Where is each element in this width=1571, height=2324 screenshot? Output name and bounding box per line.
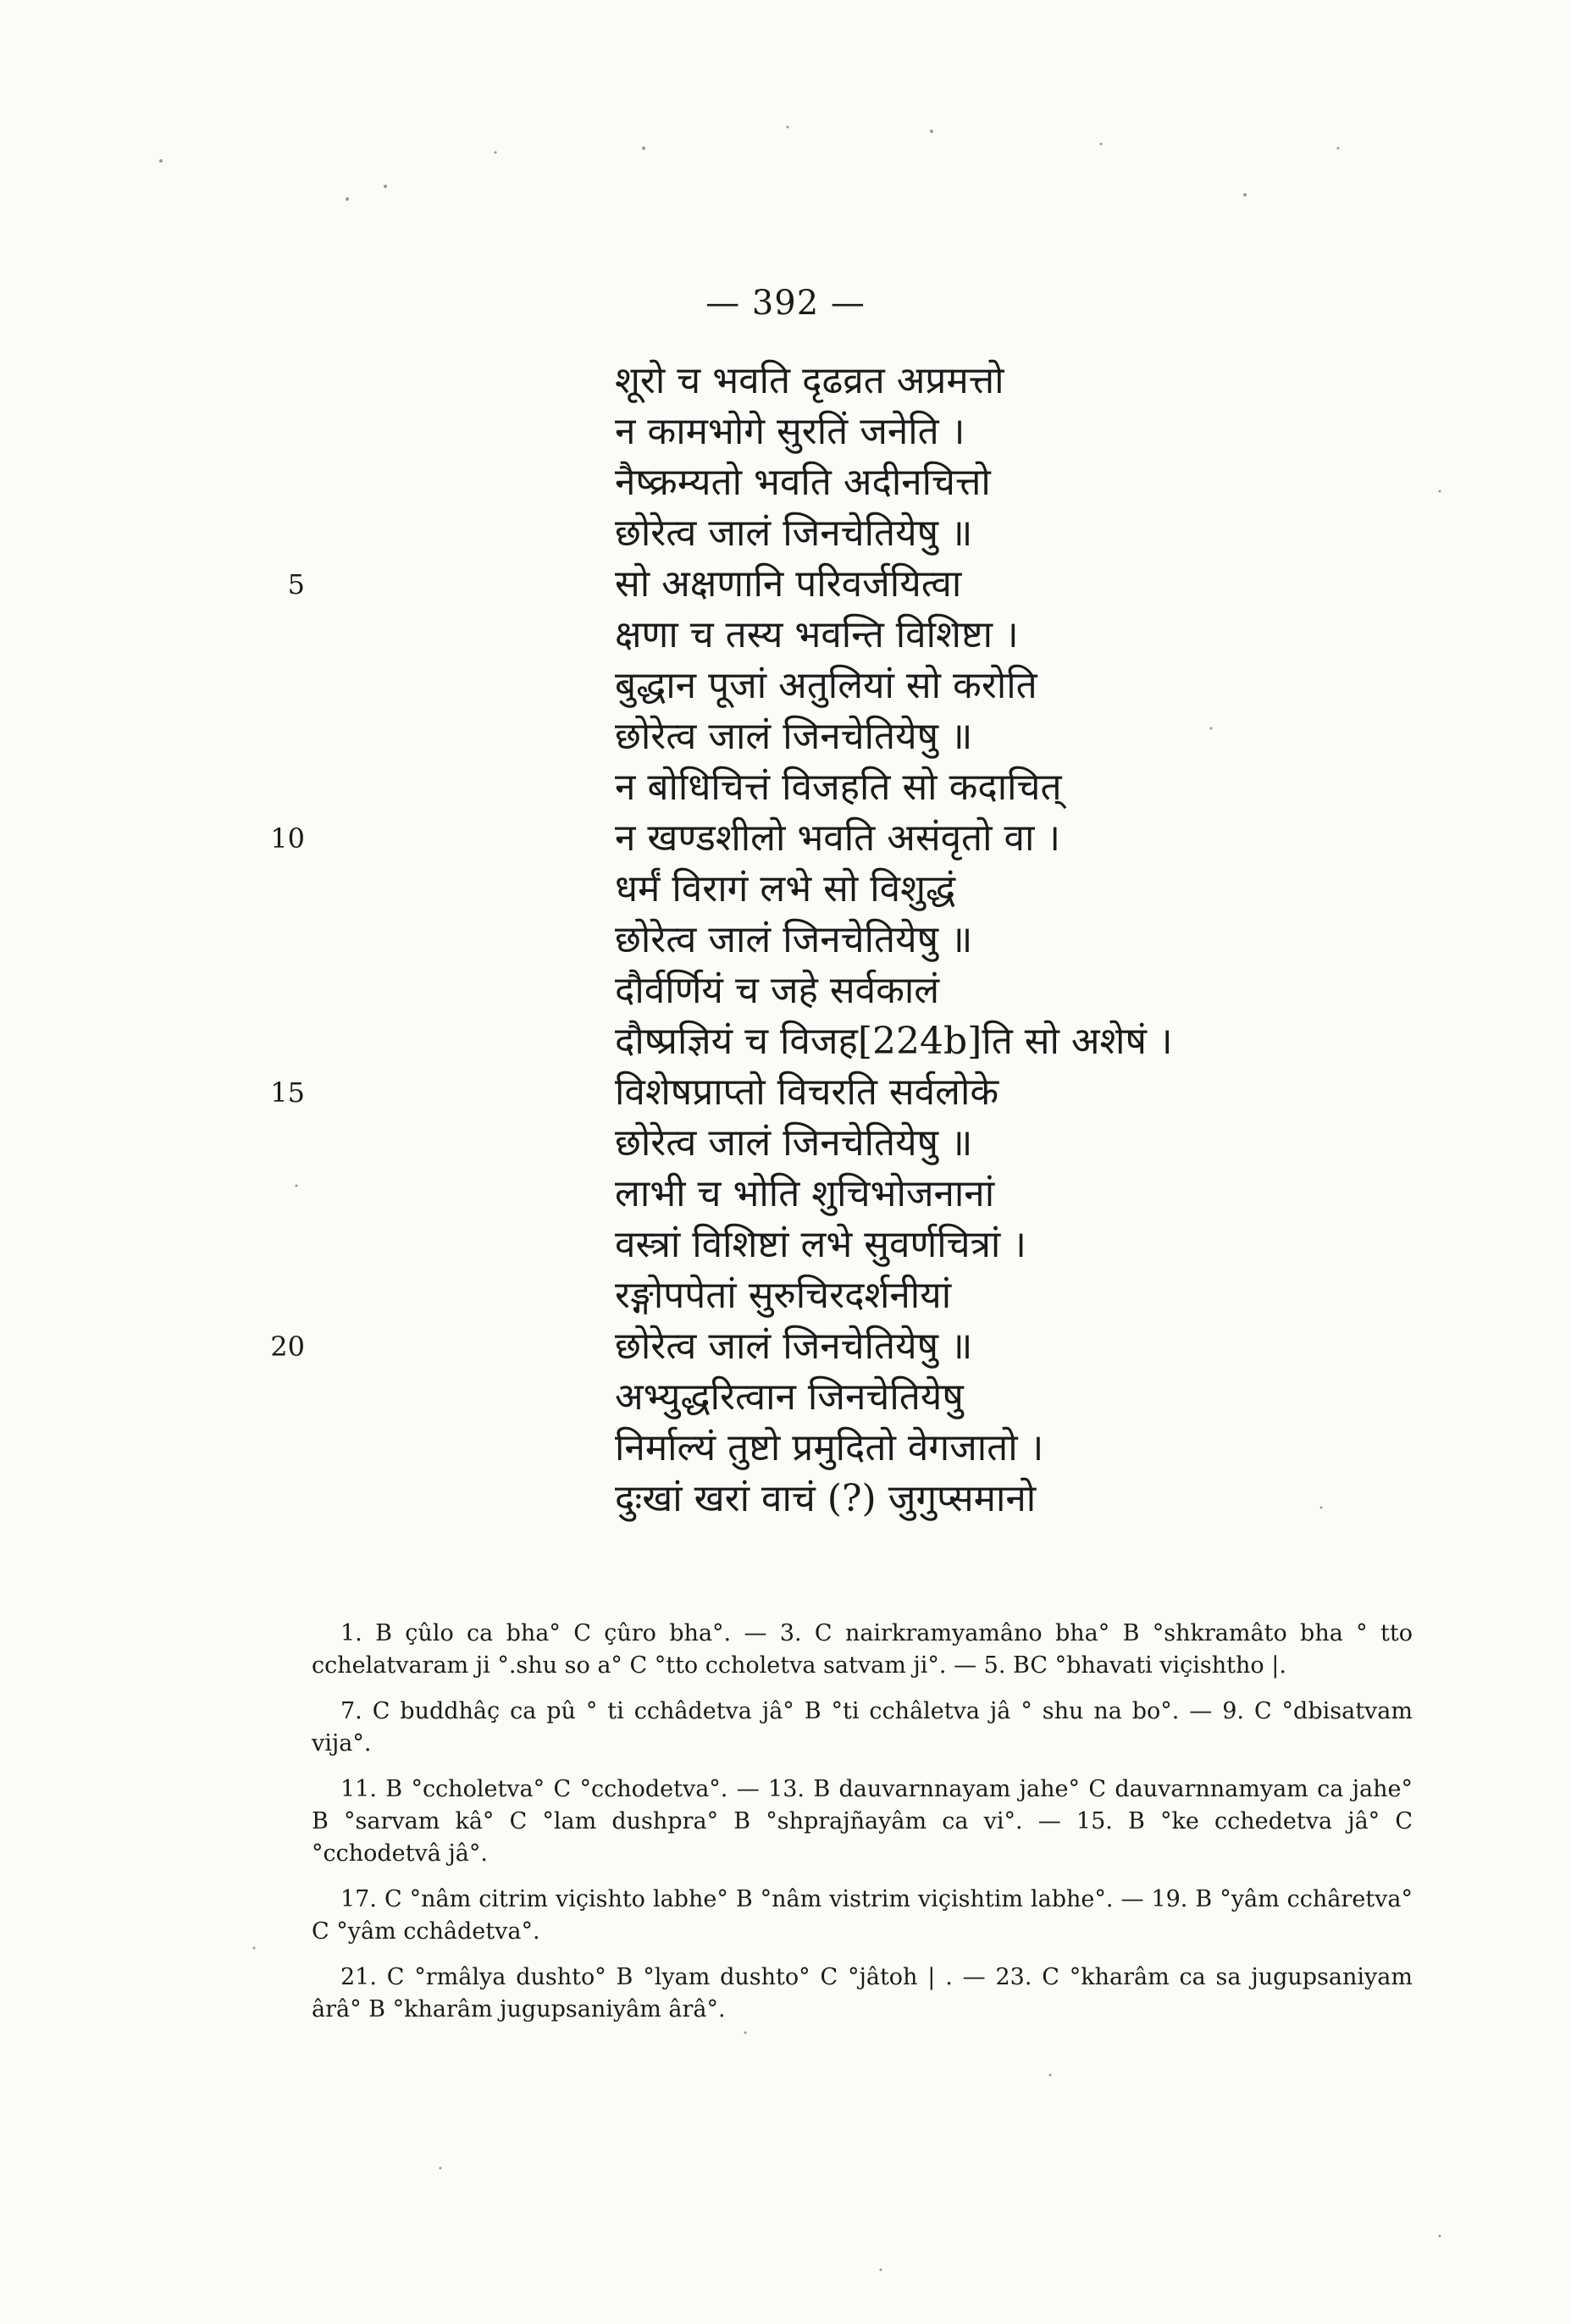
footnote: 1. B çûlo ca bha° C çûro bha°. — 3. C nairkramyamâno bha° B °shkramâto bha ° tto cchelatvaram ji °.shu so a° C °tto ccholetva satvam ji°. — 5. BC °bhavati viçishtho |. — [312, 1620, 1413, 1679]
verse-line: दौर्वर्णियं च जहे सर्वकालं — [615, 969, 940, 1012]
verse-line: रङ्गोपपेतां सुरुचिरदर्शनीयां — [615, 1274, 952, 1317]
verse-line: दुःखां खरां वाचं (?) जुगुप्समानो — [615, 1477, 1037, 1520]
line-number: 5 — [287, 568, 305, 600]
verse-line: शूरो च भवति दृढव्रत अप्रमत्तो — [615, 359, 1004, 402]
verse-line: छोरेत्व जालं जिनचेतियेषु ॥ — [615, 512, 973, 555]
page-number: — 392 — — [705, 284, 866, 323]
verse-line: क्षणा च तस्य भवन्ति विशिष्टा । — [615, 613, 1019, 656]
line-number: 10 — [270, 822, 305, 855]
verse-line: नैष्क्रम्यतो भवति अदीनचित्तो — [615, 461, 991, 504]
verse-line: छोरेत्व जालं जिनचेतियेषु ॥ — [615, 715, 973, 758]
verse-line: धर्मं विरागं लभे सो विशुद्धं — [615, 867, 956, 910]
verse-line: निर्माल्यं तुष्टो प्रमुदितो वेगजातो । — [615, 1426, 1044, 1469]
verse-line: न कामभोगे सुरतिं जनेति । — [615, 410, 965, 453]
line-number: 15 — [270, 1076, 305, 1109]
line-number: 20 — [270, 1331, 305, 1363]
verse-line: विशेषप्राप्तो विचरति सर्वलोके — [615, 1071, 999, 1114]
verse-line: लाभी च भोति शुचिभोजनानां — [615, 1172, 995, 1215]
verse-line: न बोधिचित्तं विजहति सो कदाचित् — [615, 766, 1062, 809]
verse-line: दौष्प्रज्ञियं च विजह[224b]ति सो अशेषं । — [615, 1020, 1173, 1063]
verse-line: छोरेत्व जालं जिनचेतियेषु ॥ — [615, 1121, 973, 1165]
footnotes — [312, 1618, 1413, 2039]
verse-line: छोरेत्व जालं जिनचेतियेषु ॥ — [615, 1325, 973, 1368]
verse-line: छोरेत्व जालं जिनचेतियेषु ॥ — [615, 918, 973, 961]
footnote: 17. C °nâm citrim viçishto labhe° B °nâm vistrim viçishtim labhe°. — 19. B °yâm cchâretva° C °yâm cchâdetva°. — [312, 1886, 1413, 1945]
footnote: 11. B °ccholetva° C °cchodetva°. — 13. B dauvarnnayam jahe° C dauvarnnamyam ca jahe° B °sarvam kâ° C °lam dushpra° B °shprajñayâm ca vi°. — 15. B °ke cchedetva jâ° C °cchodetvâ jâ°. — [312, 1776, 1413, 1867]
verse-line: सो अक्षणानि परिवर्जयित्वा — [615, 562, 962, 606]
verse-line: न खण्डशीलो भवति असंवृतो वा । — [615, 816, 1061, 860]
footnote: 7. C buddhâç ca pû ° ti cchâdetva jâ° B °ti cchâletva jâ ° shu na bo°. — 9. C °dbisatvam vija°. — [312, 1698, 1413, 1757]
verse-line: बुद्धान पूजां अतुलियां सो करोति — [615, 664, 1037, 707]
verse-line: अभ्युद्धरित्वान जिनचेतियेषु — [615, 1375, 964, 1419]
footnote: 21. C °rmâlya dushto° B °lyam dushto° C °jâtoh | . — 23. C °kharâm ca sa jugupsaniyam ârâ° B °kharâm jugupsaniyâm ârâ°. — [312, 1964, 1413, 2022]
verse-line: वस्त्रां विशिष्टां लभे सुवर्णचित्रां । — [615, 1223, 1026, 1266]
